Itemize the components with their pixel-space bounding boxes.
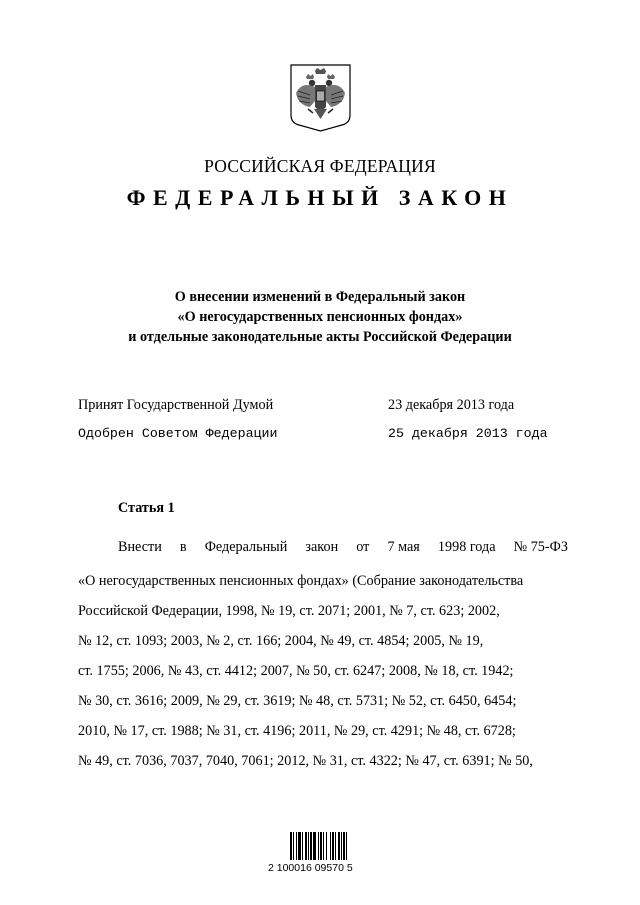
word: 1998 года <box>437 539 496 555</box>
article-line: № 49, ст. 7036, 7037, 7040, 7061; 2012, № 31, ст. 4322; № 47, ст. 6391; № 50, <box>78 753 533 769</box>
article-line: ст. 1755; 2006, № 43, ст. 4412; 2007, № 50, ст. 6247; 2008, № 18, ст. 1942; <box>78 663 514 679</box>
adopted-by-duma-label: Принят Государственной Думой <box>78 397 274 413</box>
article-line: «О негосударственных пенсионных фондах» (Собрание законодательства <box>78 573 524 589</box>
word: № 75-ФЗ <box>513 539 568 555</box>
article-line: Российской Федерации, 1998, № 19, ст. 2071; 2001, № 7, ст. 623; 2002, <box>78 603 500 619</box>
word: Федеральный <box>204 539 288 555</box>
article-line: № 12, ст. 1093; 2003, № 2, ст. 166; 2004, № 49, ст. 4854; 2005, № 19, <box>78 633 484 649</box>
barcode-number: 2 100016 09570 5 <box>268 862 353 874</box>
word: 7 мая <box>387 539 420 555</box>
article-line: № 30, ст. 3616; 2009, № 29, ст. 3619; № 48, ст. 5731; № 52, ст. 6450, 6454; <box>78 693 517 709</box>
word: Внести <box>118 539 162 555</box>
law-title-line: и отдельные законодательные акты Российской Федерации <box>128 329 512 345</box>
adopted-by-duma-date: 23 декабря 2013 года <box>388 397 515 413</box>
article-line <box>118 539 568 556</box>
article-line: 2010, № 17, ст. 1988; № 31, ст. 4196; 2011, № 29, ст. 4291; № 48, ст. 6728; <box>78 723 516 739</box>
approved-by-council-date: 25 декабря 2013 года <box>388 426 548 441</box>
approved-by-council-label: Одобрен Советом Федерации <box>78 426 278 441</box>
article-heading: Статья 1 <box>118 500 175 516</box>
law-title-line: «О негосударственных пенсионных фондах» <box>177 309 463 325</box>
law-title-line: О внесении изменений в Федеральный закон <box>174 289 466 305</box>
coat-of-arms-emblem <box>288 63 353 133</box>
word: от <box>356 539 370 555</box>
word: в <box>179 539 187 555</box>
word: закон <box>305 539 339 555</box>
document-type-title: ФЕДЕРАЛЬНЫЙ ЗАКОН <box>126 185 514 210</box>
country-name: РОССИЙСКАЯ ФЕДЕРАЦИЯ <box>204 156 436 176</box>
law-title-block <box>60 287 580 347</box>
